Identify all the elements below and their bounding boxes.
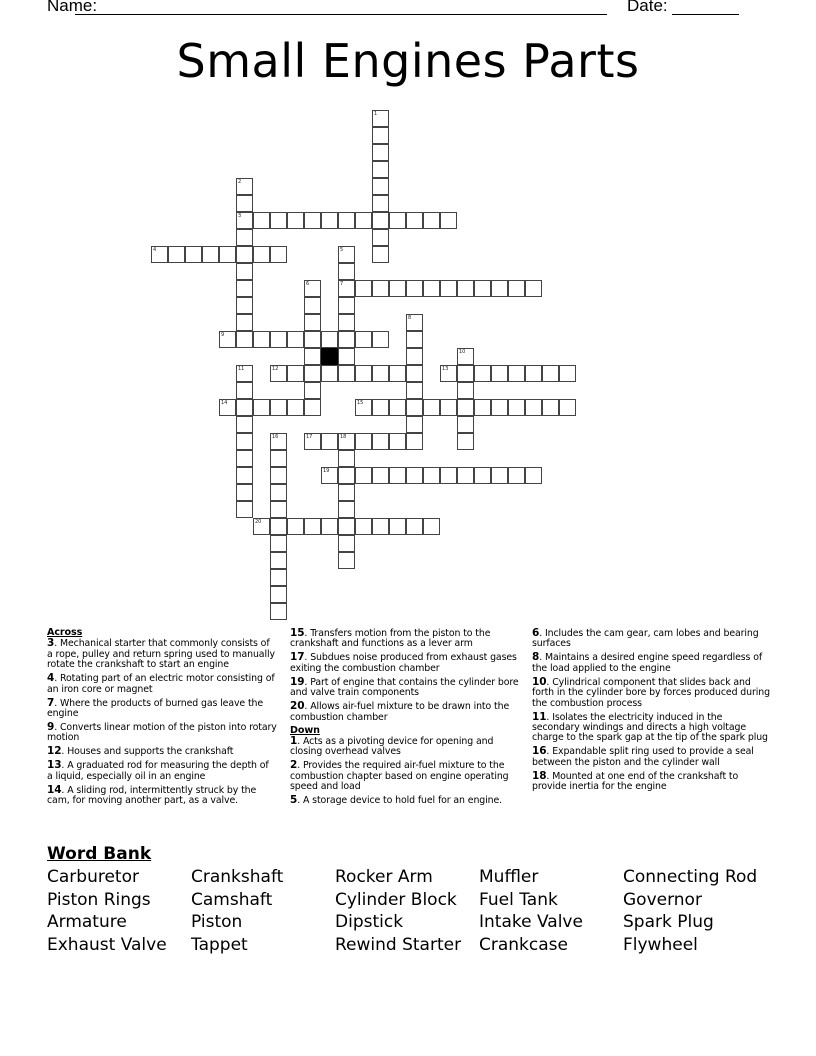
grid-cell[interactable] <box>321 518 338 535</box>
clue-text: Provides the required air-fuel mixture to the combustion chapter based on engine operating speed and load <box>290 760 509 793</box>
grid-cell[interactable] <box>304 433 321 450</box>
grid-cell[interactable] <box>253 399 270 416</box>
grid-cell[interactable] <box>372 246 389 263</box>
grid-cell[interactable] <box>372 212 389 229</box>
grid-cell[interactable] <box>185 246 202 263</box>
clue-text: Allows air-fuel mixture to be drawn into the combustion chamber <box>290 701 510 723</box>
word-bank-word: Spark Plug <box>623 912 714 933</box>
grid-cell[interactable] <box>559 399 576 416</box>
word-bank-column <box>47 866 167 957</box>
clue-number: 2 <box>238 179 242 185</box>
clue-number: 9 <box>47 721 55 734</box>
crossword-grid <box>151 110 751 630</box>
clue-number: 11 <box>532 710 547 723</box>
grid-cell[interactable] <box>406 331 423 348</box>
grid-cell[interactable] <box>338 501 355 518</box>
clue-number: 20 <box>290 700 305 713</box>
grid-cell[interactable] <box>219 331 236 348</box>
grid-cell[interactable] <box>440 365 457 382</box>
word-bank-column <box>479 866 583 957</box>
clue-across-item: 15. Transfers motion from the piston to the crankshaft and functions as a lever arm <box>290 627 491 650</box>
clue-number: 12 <box>272 366 279 372</box>
grid-cell[interactable] <box>236 501 253 518</box>
black-cell <box>321 348 338 365</box>
grid-cell[interactable] <box>236 365 253 382</box>
grid-cell[interactable] <box>338 535 355 552</box>
grid-cell[interactable] <box>457 348 474 365</box>
clue-text: Houses and supports the crankshaft <box>67 746 234 758</box>
clue-across-item: 17. Subdues noise produced from exhaust gases exiting the combustion chamber <box>290 651 517 674</box>
grid-cell[interactable] <box>321 331 338 348</box>
clue-number: 9 <box>221 332 225 338</box>
word-bank-word: Governor <box>623 889 702 910</box>
grid-cell[interactable] <box>423 399 440 416</box>
grid-cell[interactable] <box>525 280 542 297</box>
grid-cell[interactable] <box>338 246 355 263</box>
grid-cell[interactable] <box>372 195 389 212</box>
clues-column-1 <box>47 628 277 809</box>
word-bank-word: Crankshaft <box>191 867 284 887</box>
grid-cell[interactable] <box>474 467 491 484</box>
grid-cell[interactable] <box>253 246 270 263</box>
clue-number: 1 <box>290 735 298 748</box>
grid-cell[interactable] <box>474 399 491 416</box>
clue-down-item: 10. Cylindrical component that slides back and forth in the cylinder bore by forces produced during the combustion process <box>532 675 770 709</box>
clue-down-item: 8. Maintains a desired engine speed regardless of the load applied to the engine <box>532 651 763 674</box>
grid-cell[interactable] <box>440 212 457 229</box>
grid-cell[interactable] <box>338 450 355 467</box>
clue-number: 11 <box>238 366 245 372</box>
grid-cell[interactable] <box>236 195 253 212</box>
clue-number: 15 <box>290 627 305 639</box>
word-bank-word: Fuel Tank <box>479 889 558 910</box>
grid-cell[interactable] <box>406 382 423 399</box>
grid-cell[interactable] <box>270 433 287 450</box>
grid-cell[interactable] <box>236 467 253 484</box>
grid-cell[interactable] <box>338 212 355 229</box>
grid-cell[interactable] <box>304 382 321 399</box>
word-bank-word: Rewind Starter <box>335 935 462 956</box>
clue-number: 17 <box>290 651 305 664</box>
clue-number: 6 <box>532 627 540 639</box>
grid-cell[interactable] <box>423 518 440 535</box>
clue-number: 4 <box>47 672 55 685</box>
clue-number: 13 <box>442 366 449 372</box>
grid-cell[interactable] <box>474 280 491 297</box>
word-bank-word: Flywheel <box>623 935 698 956</box>
grid-cell[interactable] <box>355 467 372 484</box>
grid-cell[interactable] <box>508 399 525 416</box>
grid-cell[interactable] <box>457 433 474 450</box>
word-bank-word: Piston <box>191 912 243 933</box>
grid-cell[interactable] <box>253 518 270 535</box>
clue-text: Acts as a pivoting device for opening and closing overhead valves <box>290 736 494 758</box>
grid-cell[interactable] <box>355 518 372 535</box>
grid-cell[interactable] <box>406 518 423 535</box>
grid-cell[interactable] <box>406 212 423 229</box>
clue-down-item: 16. Expandable split ring used to provide a seal between the piston and the cylinder wall <box>532 745 754 768</box>
grid-cell[interactable] <box>406 433 423 450</box>
grid-cell[interactable] <box>338 348 355 365</box>
clue-text: Where the products of burned gas leave the engine <box>47 697 264 720</box>
grid-cell[interactable] <box>525 467 542 484</box>
clue-number: 19 <box>290 675 305 688</box>
grid-cell[interactable] <box>321 212 338 229</box>
clue-across-item: 9. Converts linear motion of the piston into rotary motion <box>47 721 277 744</box>
grid-cell[interactable] <box>287 518 304 535</box>
grid-cell[interactable] <box>372 161 389 178</box>
clue-down-item: 1. Acts as a pivoting device for opening and closing overhead valves <box>290 735 494 758</box>
grid-cell[interactable] <box>440 467 457 484</box>
grid-cell[interactable] <box>304 348 321 365</box>
grid-cell[interactable] <box>355 365 372 382</box>
across-heading: Across <box>47 627 83 638</box>
grid-cell[interactable] <box>355 280 372 297</box>
grid-cell[interactable] <box>236 484 253 501</box>
word-bank-word: Rocker Arm <box>335 867 433 887</box>
grid-cell[interactable] <box>253 212 270 229</box>
word-bank-word: Cylinder Block <box>335 889 457 910</box>
grid-cell[interactable] <box>406 314 423 331</box>
grid-cell[interactable] <box>559 365 576 382</box>
grid-cell[interactable] <box>389 365 406 382</box>
grid-cell[interactable] <box>491 399 508 416</box>
clues-column-3 <box>532 628 772 795</box>
grid-cell[interactable] <box>270 552 287 569</box>
clue-number: 12 <box>47 745 62 758</box>
clue-text: Mounted at one end of the crankshaft to provide inertia for the engine <box>532 770 739 793</box>
grid-cell[interactable] <box>304 518 321 535</box>
grid-cell[interactable] <box>287 365 304 382</box>
grid-cell[interactable] <box>355 433 372 450</box>
grid-cell[interactable] <box>338 297 355 314</box>
grid-cell[interactable] <box>338 331 355 348</box>
word-bank-column <box>623 866 757 957</box>
page-title: Small Engines Parts <box>176 34 640 88</box>
clue-number: 20 <box>255 519 262 525</box>
clue-number: 7 <box>47 696 55 709</box>
word-bank-column <box>335 866 461 957</box>
word-bank-word: Intake Valve <box>479 912 583 933</box>
word-bank-title: Word Bank <box>47 844 152 864</box>
word-bank-word: Carburetor <box>47 867 139 887</box>
clue-down-item: 11. Isolates the electricity induced in the secondary windings and directs a high voltage charge to the spark gap at the tip of the spark plug <box>532 710 768 744</box>
grid-cell[interactable] <box>406 348 423 365</box>
clue-down-item: 5. A storage device to hold fuel for an engine. <box>290 794 503 807</box>
grid-cell[interactable] <box>457 416 474 433</box>
grid-cell[interactable] <box>389 467 406 484</box>
grid-cell[interactable] <box>338 552 355 569</box>
grid-cell[interactable] <box>338 365 355 382</box>
grid-cell[interactable] <box>270 603 287 620</box>
grid-cell[interactable] <box>457 382 474 399</box>
grid-cell[interactable] <box>372 110 389 127</box>
grid-cell[interactable] <box>270 501 287 518</box>
clue-across-item: 13. A graduated rod for measuring the depth of a liquid, especially oil in an engine <box>47 759 269 782</box>
clue-number: 8 <box>532 651 540 664</box>
grid-cell[interactable] <box>270 399 287 416</box>
grid-cell[interactable] <box>270 246 287 263</box>
clue-text: Expandable split ring used to provide a seal between the piston and the cylinder wall <box>532 746 754 768</box>
grid-cell[interactable] <box>202 246 219 263</box>
grid-cell[interactable] <box>508 467 525 484</box>
clue-number: 18 <box>532 769 547 782</box>
clue-number: 10 <box>532 675 547 688</box>
grid-cell[interactable] <box>406 399 423 416</box>
clue-number: 4 <box>153 247 157 253</box>
grid-cell[interactable] <box>236 433 253 450</box>
grid-cell[interactable] <box>236 280 253 297</box>
grid-cell[interactable] <box>304 314 321 331</box>
grid-cell[interactable] <box>270 450 287 467</box>
grid-cell[interactable] <box>270 467 287 484</box>
worksheet-header <box>47 0 767 20</box>
grid-cell[interactable] <box>491 365 508 382</box>
grid-cell[interactable] <box>151 246 168 263</box>
clue-across-item: 20. Allows air-fuel mixture to be drawn into the combustion chamber <box>290 700 510 723</box>
clue-number: 16 <box>272 434 279 440</box>
word-bank-word: Crankcase <box>479 935 568 956</box>
clue-across-item: 7. Where the products of burned gas leave the engine <box>47 696 264 720</box>
grid-cell[interactable] <box>406 467 423 484</box>
clue-text: A sliding rod, intermittently struck by the cam, for moving another part, as a valve. <box>47 784 257 807</box>
grid-cell[interactable] <box>372 229 389 246</box>
clue-number: 16 <box>532 745 547 758</box>
grid-cell[interactable] <box>372 433 389 450</box>
grid-cell[interactable] <box>236 314 253 331</box>
grid-cell[interactable] <box>423 280 440 297</box>
grid-cell[interactable] <box>372 178 389 195</box>
grid-cell[interactable] <box>457 365 474 382</box>
grid-cell[interactable] <box>270 331 287 348</box>
word-bank-word: Tappet <box>191 935 248 956</box>
grid-cell[interactable] <box>304 297 321 314</box>
grid-cell[interactable] <box>457 399 474 416</box>
clue-text: Cylindrical component that slides back and forth in the cylinder bore by forces produced during the combustion process <box>532 676 770 709</box>
clue-number: 19 <box>323 468 330 474</box>
clue-across-item: 3. Mechanical starter that commonly consists of a rope, pulley and return spring used to manually rotate the crankshaft to start an engine <box>47 637 275 671</box>
word-bank-word: Muffler <box>479 867 539 887</box>
grid-cell[interactable] <box>525 365 542 382</box>
grid-cell[interactable] <box>270 212 287 229</box>
grid-cell[interactable] <box>338 484 355 501</box>
clue-text: Mechanical starter that commonly consists of a rope, pulley and return spring used to manually rotate the crankshaft to start an engine <box>47 638 275 671</box>
grid-cell[interactable] <box>457 280 474 297</box>
clue-across-item: 12. Houses and supports the crankshaft <box>47 745 234 758</box>
grid-cell[interactable] <box>338 314 355 331</box>
grid-cell[interactable] <box>355 331 372 348</box>
grid-cell[interactable] <box>270 586 287 603</box>
clue-down-item: 2. Provides the required air-fuel mixture to the combustion chapter based on engine operating speed and load <box>290 759 509 793</box>
grid-cell[interactable] <box>270 484 287 501</box>
clue-number: 3 <box>47 637 55 650</box>
grid-cell[interactable] <box>338 467 355 484</box>
grid-cell[interactable] <box>236 297 253 314</box>
grid-cell[interactable] <box>406 416 423 433</box>
clue-text: A graduated rod for measuring the depth of a liquid, especially oil in an engine <box>47 760 269 782</box>
grid-cell[interactable] <box>423 212 440 229</box>
clue-text: Rotating part of an electric motor consisting of an iron core or magnet <box>47 673 275 695</box>
word-bank-word: Connecting Rod <box>623 867 758 887</box>
grid-cell[interactable] <box>168 246 185 263</box>
grid-cell[interactable] <box>270 518 287 535</box>
grid-cell[interactable] <box>389 280 406 297</box>
grid-cell[interactable] <box>304 280 321 297</box>
grid-cell[interactable] <box>338 280 355 297</box>
word-bank-column <box>191 866 283 957</box>
grid-cell[interactable] <box>270 535 287 552</box>
clue-text: Converts linear motion of the piston into rotary motion <box>47 722 277 744</box>
grid-cell[interactable] <box>236 212 253 229</box>
grid-cell[interactable] <box>542 399 559 416</box>
grid-cell[interactable] <box>406 365 423 382</box>
clue-number: 17 <box>306 434 313 440</box>
clue-number: 7 <box>340 281 344 287</box>
grid-cell[interactable] <box>321 467 338 484</box>
grid-cell[interactable] <box>525 399 542 416</box>
grid-cell[interactable] <box>406 280 423 297</box>
grid-cell[interactable] <box>474 365 491 382</box>
grid-cell[interactable] <box>372 127 389 144</box>
grid-cell[interactable] <box>270 569 287 586</box>
grid-cell[interactable] <box>236 382 253 399</box>
grid-cell[interactable] <box>236 450 253 467</box>
clue-text: Includes the cam gear, cam lobes and bearing surfaces <box>532 628 759 650</box>
clue-number: 2 <box>290 759 298 772</box>
grid-cell[interactable] <box>423 467 440 484</box>
grid-cell[interactable] <box>338 433 355 450</box>
clue-number: 18 <box>340 434 347 440</box>
grid-cell[interactable] <box>491 467 508 484</box>
clue-text: Maintains a desired engine speed regardless of the load applied to the engine <box>532 652 763 674</box>
grid-cell[interactable] <box>542 365 559 382</box>
grid-cell[interactable] <box>440 399 457 416</box>
grid-cell[interactable] <box>457 467 474 484</box>
grid-cell[interactable] <box>338 518 355 535</box>
grid-cell[interactable] <box>287 399 304 416</box>
grid-cell[interactable] <box>304 399 321 416</box>
grid-cell[interactable] <box>372 399 389 416</box>
grid-cell[interactable] <box>389 518 406 535</box>
grid-cell[interactable] <box>236 416 253 433</box>
clue-number: 14 <box>221 400 228 406</box>
clue-across-item: 4. Rotating part of an electric motor consisting of an iron core or magnet <box>47 672 275 695</box>
clue-number: 3 <box>238 213 242 219</box>
clue-text: Isolates the electricity induced in the secondary windings and directs a high voltage charge to the spark gap at the tip of the spark plug <box>532 711 768 744</box>
grid-cell[interactable] <box>236 229 253 246</box>
grid-cell[interactable] <box>338 263 355 280</box>
clue-number: 10 <box>459 349 466 355</box>
grid-cell[interactable] <box>236 178 253 195</box>
grid-cell[interactable] <box>287 212 304 229</box>
word-bank-word: Piston Rings <box>47 889 151 910</box>
clue-number: 6 <box>306 281 310 287</box>
grid-cell[interactable] <box>253 331 270 348</box>
grid-cell[interactable] <box>389 433 406 450</box>
word-bank-word: Camshaft <box>191 889 273 910</box>
grid-cell[interactable] <box>321 433 338 450</box>
clue-across-item: 14. A sliding rod, intermittently struck by the cam, for moving another part, as a valve. <box>47 783 257 807</box>
grid-cell[interactable] <box>270 365 287 382</box>
grid-cell[interactable] <box>372 518 389 535</box>
name-label: Name: <box>47 0 98 15</box>
word-bank-word: Armature <box>47 912 127 933</box>
grid-cell[interactable] <box>236 399 253 416</box>
grid-cell[interactable] <box>236 246 253 263</box>
clue-text: Transfers motion from the piston to the crankshaft and functions as a lever arm <box>290 628 491 650</box>
clue-number: 1 <box>374 111 378 117</box>
grid-cell[interactable] <box>491 280 508 297</box>
clue-number: 14 <box>47 783 62 796</box>
grid-cell[interactable] <box>372 365 389 382</box>
word-bank-word: Dipstick <box>335 912 404 933</box>
grid-cell[interactable] <box>219 399 236 416</box>
grid-cell[interactable] <box>304 212 321 229</box>
clue-down-item: 18. Mounted at one end of the crankshaft to provide inertia for the engine <box>532 769 739 793</box>
clue-across-item: 19. Part of engine that contains the cylinder bore and valve train components <box>290 675 519 699</box>
name-field[interactable] <box>75 0 607 15</box>
clues-column-2 <box>290 628 525 809</box>
grid-cell[interactable] <box>372 467 389 484</box>
word-bank-word: Exhaust Valve <box>47 935 167 956</box>
grid-cell[interactable] <box>508 280 525 297</box>
grid-cell[interactable] <box>236 331 253 348</box>
grid-cell[interactable] <box>440 280 457 297</box>
grid-cell[interactable] <box>287 331 304 348</box>
down-heading: Down <box>290 724 320 736</box>
grid-cell[interactable] <box>304 331 321 348</box>
date-label: Date: <box>627 0 668 15</box>
grid-cell[interactable] <box>355 399 372 416</box>
grid-cell[interactable] <box>355 212 372 229</box>
clue-text: Part of engine that contains the cylinder bore and valve train components <box>290 676 519 699</box>
clue-number: 8 <box>408 315 412 321</box>
grid-cell[interactable] <box>389 399 406 416</box>
grid-cell[interactable] <box>321 365 338 382</box>
clue-number: 13 <box>47 759 62 772</box>
grid-cell[interactable] <box>304 365 321 382</box>
clue-number: 5 <box>290 794 298 807</box>
grid-cell[interactable] <box>372 331 389 348</box>
grid-cell[interactable] <box>508 365 525 382</box>
date-field[interactable] <box>672 0 739 15</box>
clue-number: 15 <box>357 400 364 406</box>
grid-cell[interactable] <box>389 212 406 229</box>
grid-cell[interactable] <box>219 246 236 263</box>
clue-text: A storage device to hold fuel for an engine. <box>302 795 503 807</box>
grid-cell[interactable] <box>372 280 389 297</box>
grid-cell[interactable] <box>372 144 389 161</box>
clue-number: 5 <box>340 247 344 253</box>
clue-text: Subdues noise produced from exhaust gases exiting the combustion chamber <box>290 652 517 674</box>
clue-down-item: 6. Includes the cam gear, cam lobes and bearing surfaces <box>532 627 759 650</box>
grid-cell[interactable] <box>236 263 253 280</box>
